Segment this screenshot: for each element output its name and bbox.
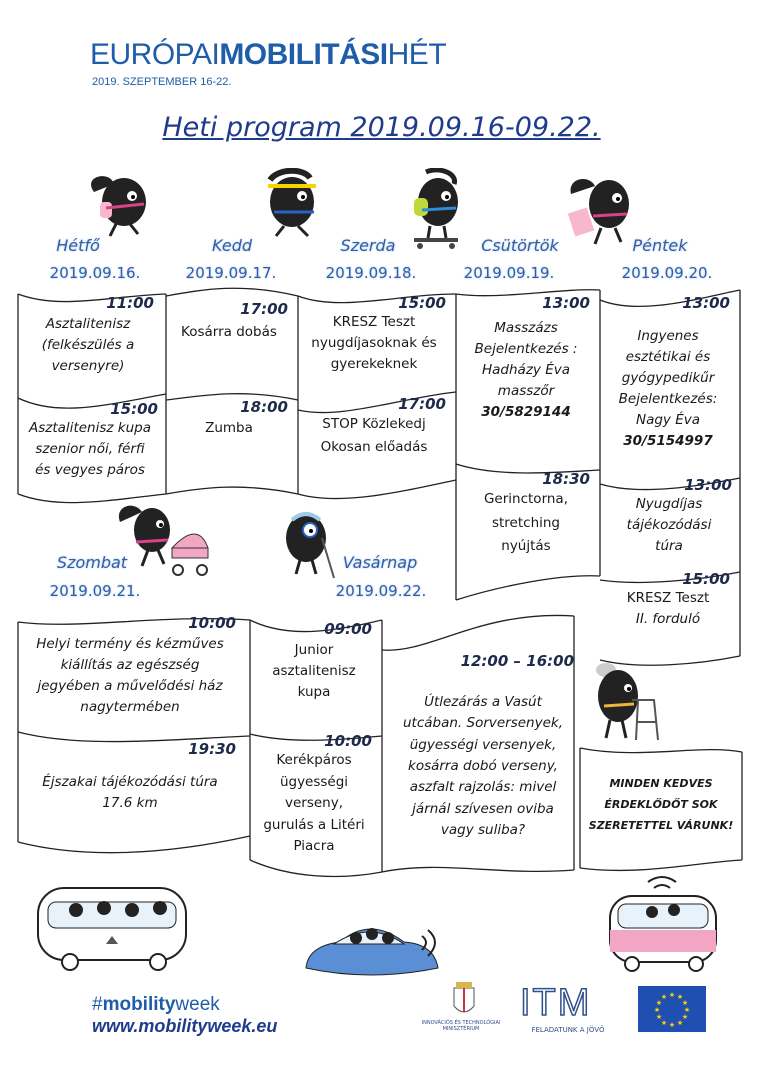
event-text-line: Nyugdíjas [635,496,703,512]
event-text-line: ügyességi [279,773,349,790]
day-name-friday: Péntek [632,236,688,255]
event-text-line: tájékozódási [626,516,712,533]
day-date-sunday: 2019.09.22. [335,582,427,600]
event-text-line: stretching [491,514,561,531]
day-date-monday: 2019.09.16. [49,264,141,282]
event-time: 13:00 [684,476,732,494]
day-name-saturday: Szombat [56,553,128,572]
event-card [24,614,236,718]
ministry-line: MINISZTÉRIUM [442,1026,480,1032]
event-text-line: KRESZ Teszt [626,590,710,606]
event-text-line: Piacra [293,838,335,855]
event-text-line: vagy suliba? [440,821,526,838]
svg-text:★: ★ [681,1013,689,1021]
event-text-line: Junior [294,642,334,658]
welcome-message [584,774,738,837]
event-text-line: Masszázs [494,320,558,336]
event-card [388,652,578,841]
event-time: 09:00 [324,620,372,638]
event-text-line: (felkészülés a [41,336,135,353]
event-text-line: asztalitenisz [272,662,356,679]
event-time: 10:00 [188,614,236,632]
event-card [256,620,372,703]
day-name-wednesday: Szerda [340,236,396,255]
event-text-line: utcában. Sorversenyek, [402,715,564,732]
event-text-line: kiállítás az egészség [60,656,200,673]
hashtag: #mobilityweek [92,994,220,1015]
event-text-line: 17.6 km [102,794,158,811]
event-text-line: gurulás a Litéri [263,816,365,833]
event-text-line: Éjszakai tájékozódási túra [42,774,218,790]
svg-text:★: ★ [660,993,668,1001]
website-link[interactable]: www.mobilityweek.eu [92,1016,278,1036]
svg-text:★: ★ [660,1019,668,1027]
day-name-thursday: Csütörtök [481,236,559,255]
event-card [606,476,732,557]
day-date-friday: 2019.09.20. [621,264,713,282]
phone-number: 30/5154997 [623,432,713,449]
event-text-line: Kosárra dobás [181,324,277,340]
event-text-line: és vegyes páros [35,461,145,478]
event-card [462,470,590,559]
event-text-line: Nagy Éva [635,411,700,428]
event-text-line: jegyében a művelődési ház [37,677,223,694]
event-text-line: szenior női, férfi [35,440,145,457]
svg-text:★: ★ [655,999,663,1007]
event-card [302,294,446,375]
day-date-thursday: 2019.09.19. [463,264,555,282]
event-card [462,294,590,423]
event-text-line: verseny, [284,795,344,812]
day-date-tuesday: 2019.09.17. [185,264,277,282]
bus-icon [34,880,194,972]
event-text-line: nyugdíjasoknak és [311,334,437,351]
welcome-line: ÉRDEKLŐDŐT SOK [604,797,718,811]
event-text-line: versenyre) [51,357,125,374]
event-time: 15:00 [682,570,730,588]
event-time: 10:00 [324,732,372,750]
event-text-line: túra [655,537,683,554]
event-time: 17:00 [240,300,288,318]
event-text-line: II. forduló [635,610,701,627]
day-name-tuesday: Kedd [211,236,253,255]
day-date-wednesday: 2019.09.18. [325,264,417,282]
event-time: 15:00 [398,294,446,312]
event-text-line: STOP Közlekedj [322,416,426,432]
event-text-line: Okosan előadás [320,438,428,455]
event-card [302,395,446,459]
event-title: EURÓPAIMOBILITÁSIHÉT [90,38,447,71]
eu-flag-icon [638,986,706,1032]
itm-tagline: FELADATUNK A JÖVŐ [531,1026,605,1034]
ministry-name [396,1020,526,1032]
svg-text:★: ★ [676,993,684,1001]
event-text-line: ügyességi versenyek, [409,736,557,753]
event-text-line: gyógypedikűr [621,369,715,386]
event-time: 11:00 [106,294,154,312]
event-time: 13:00 [542,294,590,312]
day-name-sunday: Vasárnap [342,553,418,572]
svg-text:★: ★ [668,1021,676,1029]
event-card [606,570,730,630]
ministry-line: INNOVÁCIÓS ÉS TECHNOLÓGIAI [421,1020,501,1026]
car-icon [300,912,450,992]
event-card [606,294,730,452]
event-text-line: Bejelentkezés: [618,390,718,407]
svg-text:★: ★ [683,1006,691,1014]
event-dates: 2019. SZEPTEMBER 16-22. [92,76,232,88]
event-text-line: Helyi termény és kézműves [36,636,224,652]
event-text-line: Ingyenes [637,328,699,344]
event-card [170,398,288,439]
event-time: 13:00 [682,294,730,312]
event-text-line: kupa [297,683,331,700]
event-text-line: Zumba [205,420,253,436]
event-time: 18:00 [240,398,288,416]
event-text-line: Asztalitenisz [45,316,131,332]
event-card [170,300,288,343]
svg-text:★: ★ [668,991,676,999]
event-time: 12:00 – 16:00 [460,652,574,670]
welcome-line: SZERETETTEL VÁRUNK! [588,818,734,832]
svg-text:★: ★ [676,1019,684,1027]
event-time: 18:30 [542,470,590,488]
svg-text:★: ★ [681,999,689,1007]
day-name-monday: Hétfő [56,236,100,255]
event-text-line: Bejelentkezés : [474,340,578,357]
event-text-line: járnál szívesen oviba [412,800,554,817]
event-text-line: KRESZ Teszt [332,314,416,330]
event-card [22,294,154,377]
event-text-line: esztétikai és [625,348,711,365]
event-text-line: masszőr [497,382,555,399]
event-text-line: aszfalt rajzolás: mivel [409,779,557,796]
event-text-line: Asztalitenisz kupa [29,420,151,436]
event-text-line: Kerékpáros [276,752,352,768]
event-time: 15:00 [110,400,158,418]
event-text-line: Hadházy Éva [482,361,570,378]
phone-number: 30/5829144 [481,403,571,420]
pink-bus-icon [602,868,724,978]
event-time: 19:30 [188,740,236,758]
svg-text:★: ★ [653,1006,661,1014]
event-text-line: nyújtás [501,538,551,555]
event-time: 17:00 [398,395,446,413]
event-card [22,400,158,481]
event-text-line: kosárra dobó verseny, [408,757,558,774]
event-text-line: Gerinctorna, [483,491,569,507]
itm-logo: ITM [520,982,592,1024]
hungarian-coat-of-arms-icon [444,980,484,1022]
day-date-saturday: 2019.09.21. [49,582,141,600]
event-text-line: gyerekeknek [330,355,418,372]
event-card [256,732,372,858]
event-text-line: nagytermében [80,698,180,715]
event-text-line: Útlezárás a Vasút [424,694,542,710]
page-heading: Heti program 2019.09.16-09.22. [162,112,601,143]
event-card [24,740,236,814]
welcome-line: MINDEN KEDVES [609,777,713,790]
svg-text:★: ★ [655,1013,663,1021]
